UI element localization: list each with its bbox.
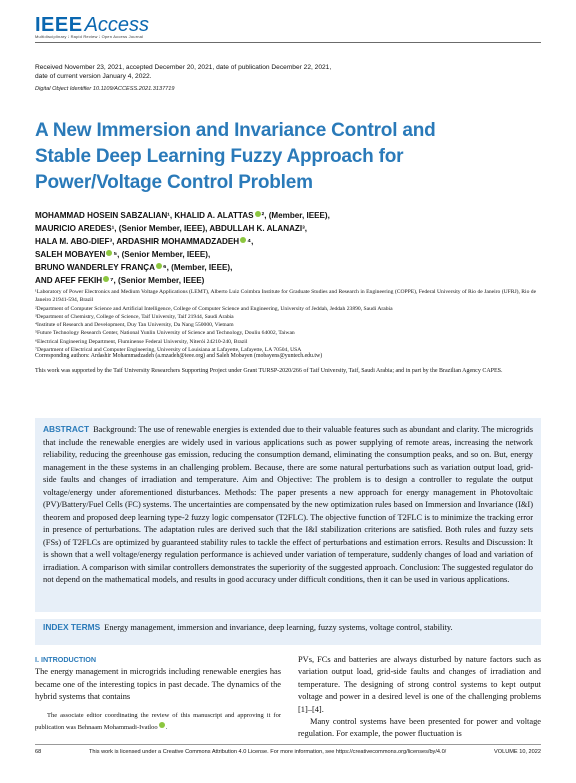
intro-paragraph-right-1: PVs, FCs and batteries are always disturbed by nature factors such as variation output load, grid-side faults and changes of irradiation and temperature. The designing of strong control systems to kept output voltage and power in a desired level is one of the challenging problems [1]–[4]. bbox=[298, 655, 541, 714]
volume-label: VOLUME 10, 2022 bbox=[494, 749, 541, 755]
author-line-3a: HALA M. ABO-DIEF³, ARDASHIR MOHAMMADZADEH bbox=[35, 237, 240, 246]
logo-access-text: Access bbox=[84, 14, 150, 36]
publication-dates bbox=[35, 63, 455, 81]
index-terms-text: Energy management, immersion and invariance, deep learning, fuzzy systems, voltage control, stability. bbox=[104, 623, 453, 632]
logo-ieee-text: IEEE bbox=[35, 14, 83, 36]
author-line-1b: ², (Member, IEEE), bbox=[261, 211, 330, 220]
affiliation-item: ⁴Institute of Research and Development, Duy Tan University, Da Nang 550000, Vietnam bbox=[35, 322, 234, 329]
index-terms-body bbox=[43, 621, 533, 635]
intro-paragraph-right-2: Many control systems have been presented for power and voltage regulation. For example, the power fluctuation is bbox=[298, 717, 541, 739]
affiliation-item: ⁵Future Technology Research Center, National Yunlin University of Science and Technology, Douliu 64002, Taiwan bbox=[35, 330, 295, 337]
orcid-icon[interactable] bbox=[255, 211, 261, 217]
header-divider bbox=[35, 42, 541, 43]
orcid-icon[interactable] bbox=[106, 250, 112, 256]
index-terms-label: INDEX TERMS bbox=[43, 622, 101, 632]
index-terms-box bbox=[35, 619, 541, 645]
author-line-6a: AND AFEF FEKIH bbox=[35, 276, 103, 285]
author-line-5a: BRUNO WANDERLEY FRANÇA bbox=[35, 263, 155, 272]
journal-tagline: Multidisciplinary ⁞ Rapid Review ⁞ Open Access Journal bbox=[35, 34, 144, 39]
paper-title: A New Immersion and Invariance Control and Stable Deep Learning Fuzzy Approach for Power/Voltage Control Problem bbox=[35, 120, 436, 193]
abstract-label: ABSTRACT bbox=[43, 424, 90, 434]
dates-line-2: date of current version January 4, 2022. bbox=[35, 73, 152, 80]
funding-statement: This work was supported by the Taif University Researchers Supporting Project under Grant TURSP-2020/266 of Taif University, Taif, Saudi Arabia; and in part by the Brazilian Agency CAPES. bbox=[35, 368, 503, 374]
intro-paragraph: The energy management in microgrids including renewable energies has became one of the interesting topics in past decade. The dynamics of the hybrid systems that contains bbox=[35, 667, 281, 702]
affiliations bbox=[35, 288, 545, 354]
author-line-4a: SALEH MOBAYEN bbox=[35, 250, 106, 259]
abstract-body bbox=[43, 423, 533, 587]
section-heading: I. INTRODUCTION bbox=[35, 655, 97, 664]
author-line-2: MAURICIO AREDES¹, (Senior Member, IEEE), ABDULLAH K. ALANAZI³, bbox=[35, 224, 308, 233]
orcid-icon[interactable] bbox=[156, 263, 162, 269]
left-column bbox=[35, 654, 281, 704]
author-line-4b: ⁵, (Senior Member, IEEE), bbox=[113, 250, 211, 259]
orcid-icon[interactable] bbox=[159, 722, 165, 728]
author-line-5b: ⁶, (Member, IEEE), bbox=[162, 263, 233, 272]
affiliation-item: ³Department of Chemistry, College of Science, Taif University, Taif 21944, Saudi Arabia bbox=[35, 313, 234, 320]
author-line-1a: MOHAMMAD HOSEIN SABZALIAN¹, KHALID A. ALATTAS bbox=[35, 211, 254, 220]
abstract-box bbox=[35, 418, 541, 612]
affiliation-item: ²Department of Computer Science and Artificial Intelligence, College of Computer Science and Engineering, University of Jeddah, Jeddah 23890, Saudi Arabia bbox=[35, 305, 393, 312]
affiliation-item: ⁷Department of Electrical and Computer Engineering, University of Louisiana at Lafayette, Lafayette, LA 70504, USA bbox=[35, 347, 302, 354]
affiliation-item: ¹Laboratory of Power Electronics and Medium Voltage Applications (LEMT), Alberto Luiz Coimbra Institute for Graduate Studies and Research in Engineering (COPPE), Federal University of Rio de Janeiro (UFRJ), Rio de Janeiro 21941-594, Brazil bbox=[35, 289, 537, 304]
right-column bbox=[298, 654, 541, 741]
abstract-text: Background: The use of renewable energies is extended due to their valuable features such as abundant and clarity. The microgrids that include the renewable energies are widely used in various applications such as power supplying of remote areas, increasing the network reliability, reducing the greenhouse gas emission, reducing the consumption demand, eliminating the consumption peaks, and so on. But, energy management in the these systems in an challenging problem. Because, there are some natural perturbations such as variation output load, grid-side faults and changes of irradiation and temperature. Aim and Objective: The problem is to design a controller to regulate the output voltage/energy under aforementioned disturbances. Methods: The paper presents a new approach for energy management in Photovoltaic (PV)/Battery/Fuel Cells (FC) systems. The uncertainties are compensated by the new optimization rules based on Immersion and Invariance (I&I) theorem and proposed deep learning type-2 fuzzy logic compensator (T2FLC). The objective function of T2FLC is to minimize the tracking error in presence of perturbations. The adaptation rules are derived such that the I&I stabilization criterions are satisfied. Both rules and fuzzy sets (FSs) of T2FLCs are optimized by guaranteed stability rules to tackle the effect of perturbations and estimation errors. Results and Discussion: It is shown that a well voltage/energy regulation performance is achieved under variation of temperature, suddenly changes of load and variation of irradiation. A comparison with similar controllers demonstrates the superiority of the suggested approach. Conclusion: The suggested regulator do not depend on the mathematical models, and results in good accuracy under difficult conditions, then it can be used in various applications. bbox=[43, 425, 533, 584]
affiliation-item: ⁶Electrical Engineering Department, Fluminense Federal University, Niterói 24210-240, Brazil bbox=[35, 338, 248, 345]
license-text[interactable]: This work is licensed under a Creative Commons Attribution 4.0 License. For more information, see https://creativecommons.org/licenses/by/4.0/ bbox=[89, 749, 447, 755]
corresponding-authors: Corresponding authors: Ardashir Mohammadzadeh (a.mzadeh@ieee.org) and Saleh Mobayen (mobayens@yuntech.edu.tw) bbox=[35, 353, 323, 359]
footer-divider bbox=[35, 744, 541, 745]
doi: Digital Object Identifier 10.1109/ACCESS.2021.3137719 bbox=[35, 86, 175, 92]
page-number: 68 bbox=[35, 749, 42, 755]
orcid-icon[interactable] bbox=[103, 276, 109, 282]
dates-line-1: Received November 23, 2021, accepted December 20, 2021, date of publication December 22, 2021, bbox=[35, 64, 332, 71]
author-line-3b: ⁴, bbox=[247, 237, 254, 246]
editor-note: The associate editor coordinating the review of this manuscript and approving it for publication was Behnaam Mohammadi-Ivatloo . bbox=[35, 712, 281, 731]
editor-note-text: The associate editor coordinating the review of this manuscript and approving it for publication was Behnaam Mohammadi-Ivatloo bbox=[35, 712, 281, 731]
page-footer bbox=[35, 746, 541, 758]
author-line-6b: ⁷, (Senior Member, IEEE) bbox=[110, 276, 205, 285]
orcid-icon[interactable] bbox=[240, 237, 246, 243]
author-list bbox=[35, 209, 455, 287]
